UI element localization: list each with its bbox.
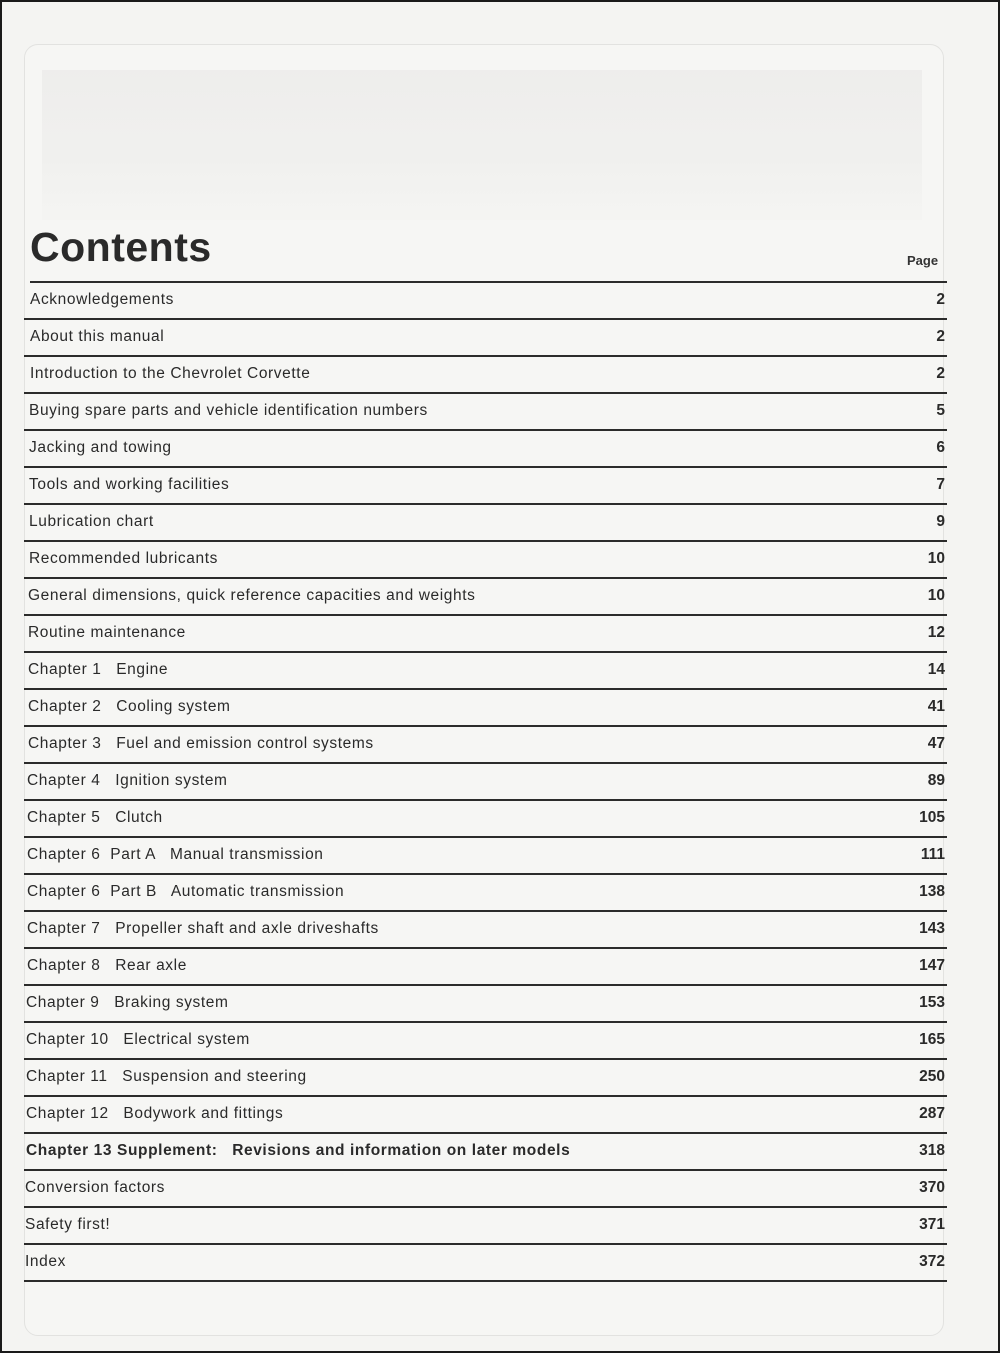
entry-label: Chapter 3 Fuel and emission control systems bbox=[28, 735, 374, 752]
entry-page-number: 47 bbox=[927, 735, 945, 752]
page-title: Contents bbox=[30, 224, 212, 270]
entry-label: About this manual bbox=[30, 328, 165, 345]
entry-label: Index bbox=[25, 1253, 66, 1270]
show-through-shading bbox=[42, 70, 922, 220]
contents-entry bbox=[24, 579, 947, 616]
contents-entry bbox=[24, 505, 947, 542]
entry-page-number: 10 bbox=[927, 587, 945, 604]
entry-page-number: 105 bbox=[919, 809, 945, 826]
entry-page-number: 6 bbox=[936, 439, 945, 456]
entry-label: Chapter 11 Suspension and steering bbox=[26, 1068, 307, 1085]
entry-label: Chapter 9 Braking system bbox=[26, 994, 229, 1011]
contents-entry bbox=[24, 875, 947, 912]
contents-entry bbox=[24, 1171, 947, 1208]
entry-page-number: 89 bbox=[927, 772, 945, 789]
contents-entry bbox=[24, 690, 947, 727]
entry-label: Chapter 8 Rear axle bbox=[27, 957, 187, 974]
contents-entry bbox=[24, 616, 947, 653]
entry-page-number: 372 bbox=[919, 1253, 945, 1270]
entry-label: Chapter 1 Engine bbox=[28, 661, 169, 678]
contents-entry bbox=[24, 1097, 947, 1134]
entry-label: Chapter 6 Part B Automatic transmission bbox=[27, 883, 345, 900]
entry-page-number: 41 bbox=[927, 698, 945, 715]
contents-entry bbox=[24, 949, 947, 986]
entry-page-number: 2 bbox=[936, 365, 945, 382]
entry-label: Buying spare parts and vehicle identification numbers bbox=[29, 402, 428, 419]
contents-entry bbox=[24, 1208, 947, 1245]
contents-entry bbox=[24, 838, 947, 875]
entry-page-number: 165 bbox=[919, 1031, 945, 1048]
entry-label: Recommended lubricants bbox=[29, 550, 218, 567]
entry-page-number: 9 bbox=[936, 513, 945, 530]
entry-label: Chapter 5 Clutch bbox=[27, 809, 163, 826]
entry-page-number: 287 bbox=[919, 1105, 945, 1122]
contents-entry bbox=[24, 1023, 947, 1060]
entry-page-number: 14 bbox=[927, 661, 945, 678]
contents-entry bbox=[24, 431, 947, 468]
entry-label: Chapter 2 Cooling system bbox=[28, 698, 231, 715]
contents-entry bbox=[24, 1134, 947, 1171]
entry-label: Jacking and towing bbox=[29, 439, 172, 456]
contents-list bbox=[24, 283, 947, 1282]
contents-entry bbox=[24, 727, 947, 764]
entry-page-number: 147 bbox=[919, 957, 945, 974]
entry-label: Acknowledgements bbox=[30, 291, 175, 308]
entry-page-number: 2 bbox=[936, 328, 945, 345]
entry-page-number: 370 bbox=[919, 1179, 945, 1196]
entry-page-number: 10 bbox=[927, 550, 945, 567]
contents-entry bbox=[24, 801, 947, 838]
entry-label: Lubrication chart bbox=[29, 513, 154, 530]
contents-entry bbox=[24, 986, 947, 1023]
entry-page-number: 138 bbox=[919, 883, 945, 900]
entry-label: Chapter 7 Propeller shaft and axle driveshafts bbox=[27, 920, 379, 937]
entry-page-number: 12 bbox=[927, 624, 945, 641]
entry-page-number: 143 bbox=[919, 920, 945, 937]
entry-label: Chapter 6 Part A Manual transmission bbox=[27, 846, 324, 863]
entry-label: Conversion factors bbox=[25, 1179, 166, 1196]
entry-page-number: 250 bbox=[919, 1068, 945, 1085]
entry-label: General dimensions, quick reference capacities and weights bbox=[28, 587, 476, 604]
contents-entry bbox=[24, 283, 947, 320]
contents-entry bbox=[24, 912, 947, 949]
contents-entry bbox=[24, 357, 947, 394]
page-column-heading: Page bbox=[907, 253, 939, 268]
entry-label: Chapter 12 Bodywork and fittings bbox=[26, 1105, 284, 1122]
contents-entry bbox=[24, 320, 947, 357]
entry-label: Tools and working facilities bbox=[29, 476, 230, 493]
entry-label: Introduction to the Chevrolet Corvette bbox=[30, 365, 311, 382]
contents-entry bbox=[24, 394, 947, 431]
entry-page-number: 111 bbox=[920, 846, 945, 863]
contents-entry bbox=[24, 764, 947, 801]
entry-label: Safety first! bbox=[25, 1216, 111, 1233]
contents-entry bbox=[24, 653, 947, 690]
entry-label: Chapter 13 Supplement: Revisions and information on later models bbox=[26, 1142, 571, 1159]
entry-page-number: 5 bbox=[936, 402, 945, 419]
entry-page-number: 371 bbox=[919, 1216, 945, 1233]
entry-label: Chapter 4 Ignition system bbox=[27, 772, 228, 789]
contents-entry bbox=[24, 468, 947, 505]
entry-page-number: 2 bbox=[936, 291, 945, 308]
contents-entry bbox=[24, 1245, 947, 1282]
contents-entry bbox=[24, 1060, 947, 1097]
entry-page-number: 7 bbox=[936, 476, 945, 493]
entry-page-number: 318 bbox=[919, 1142, 945, 1159]
entry-label: Chapter 10 Electrical system bbox=[26, 1031, 250, 1048]
contents-entry bbox=[24, 542, 947, 579]
entry-page-number: 153 bbox=[919, 994, 945, 1011]
entry-label: Routine maintenance bbox=[28, 624, 186, 641]
